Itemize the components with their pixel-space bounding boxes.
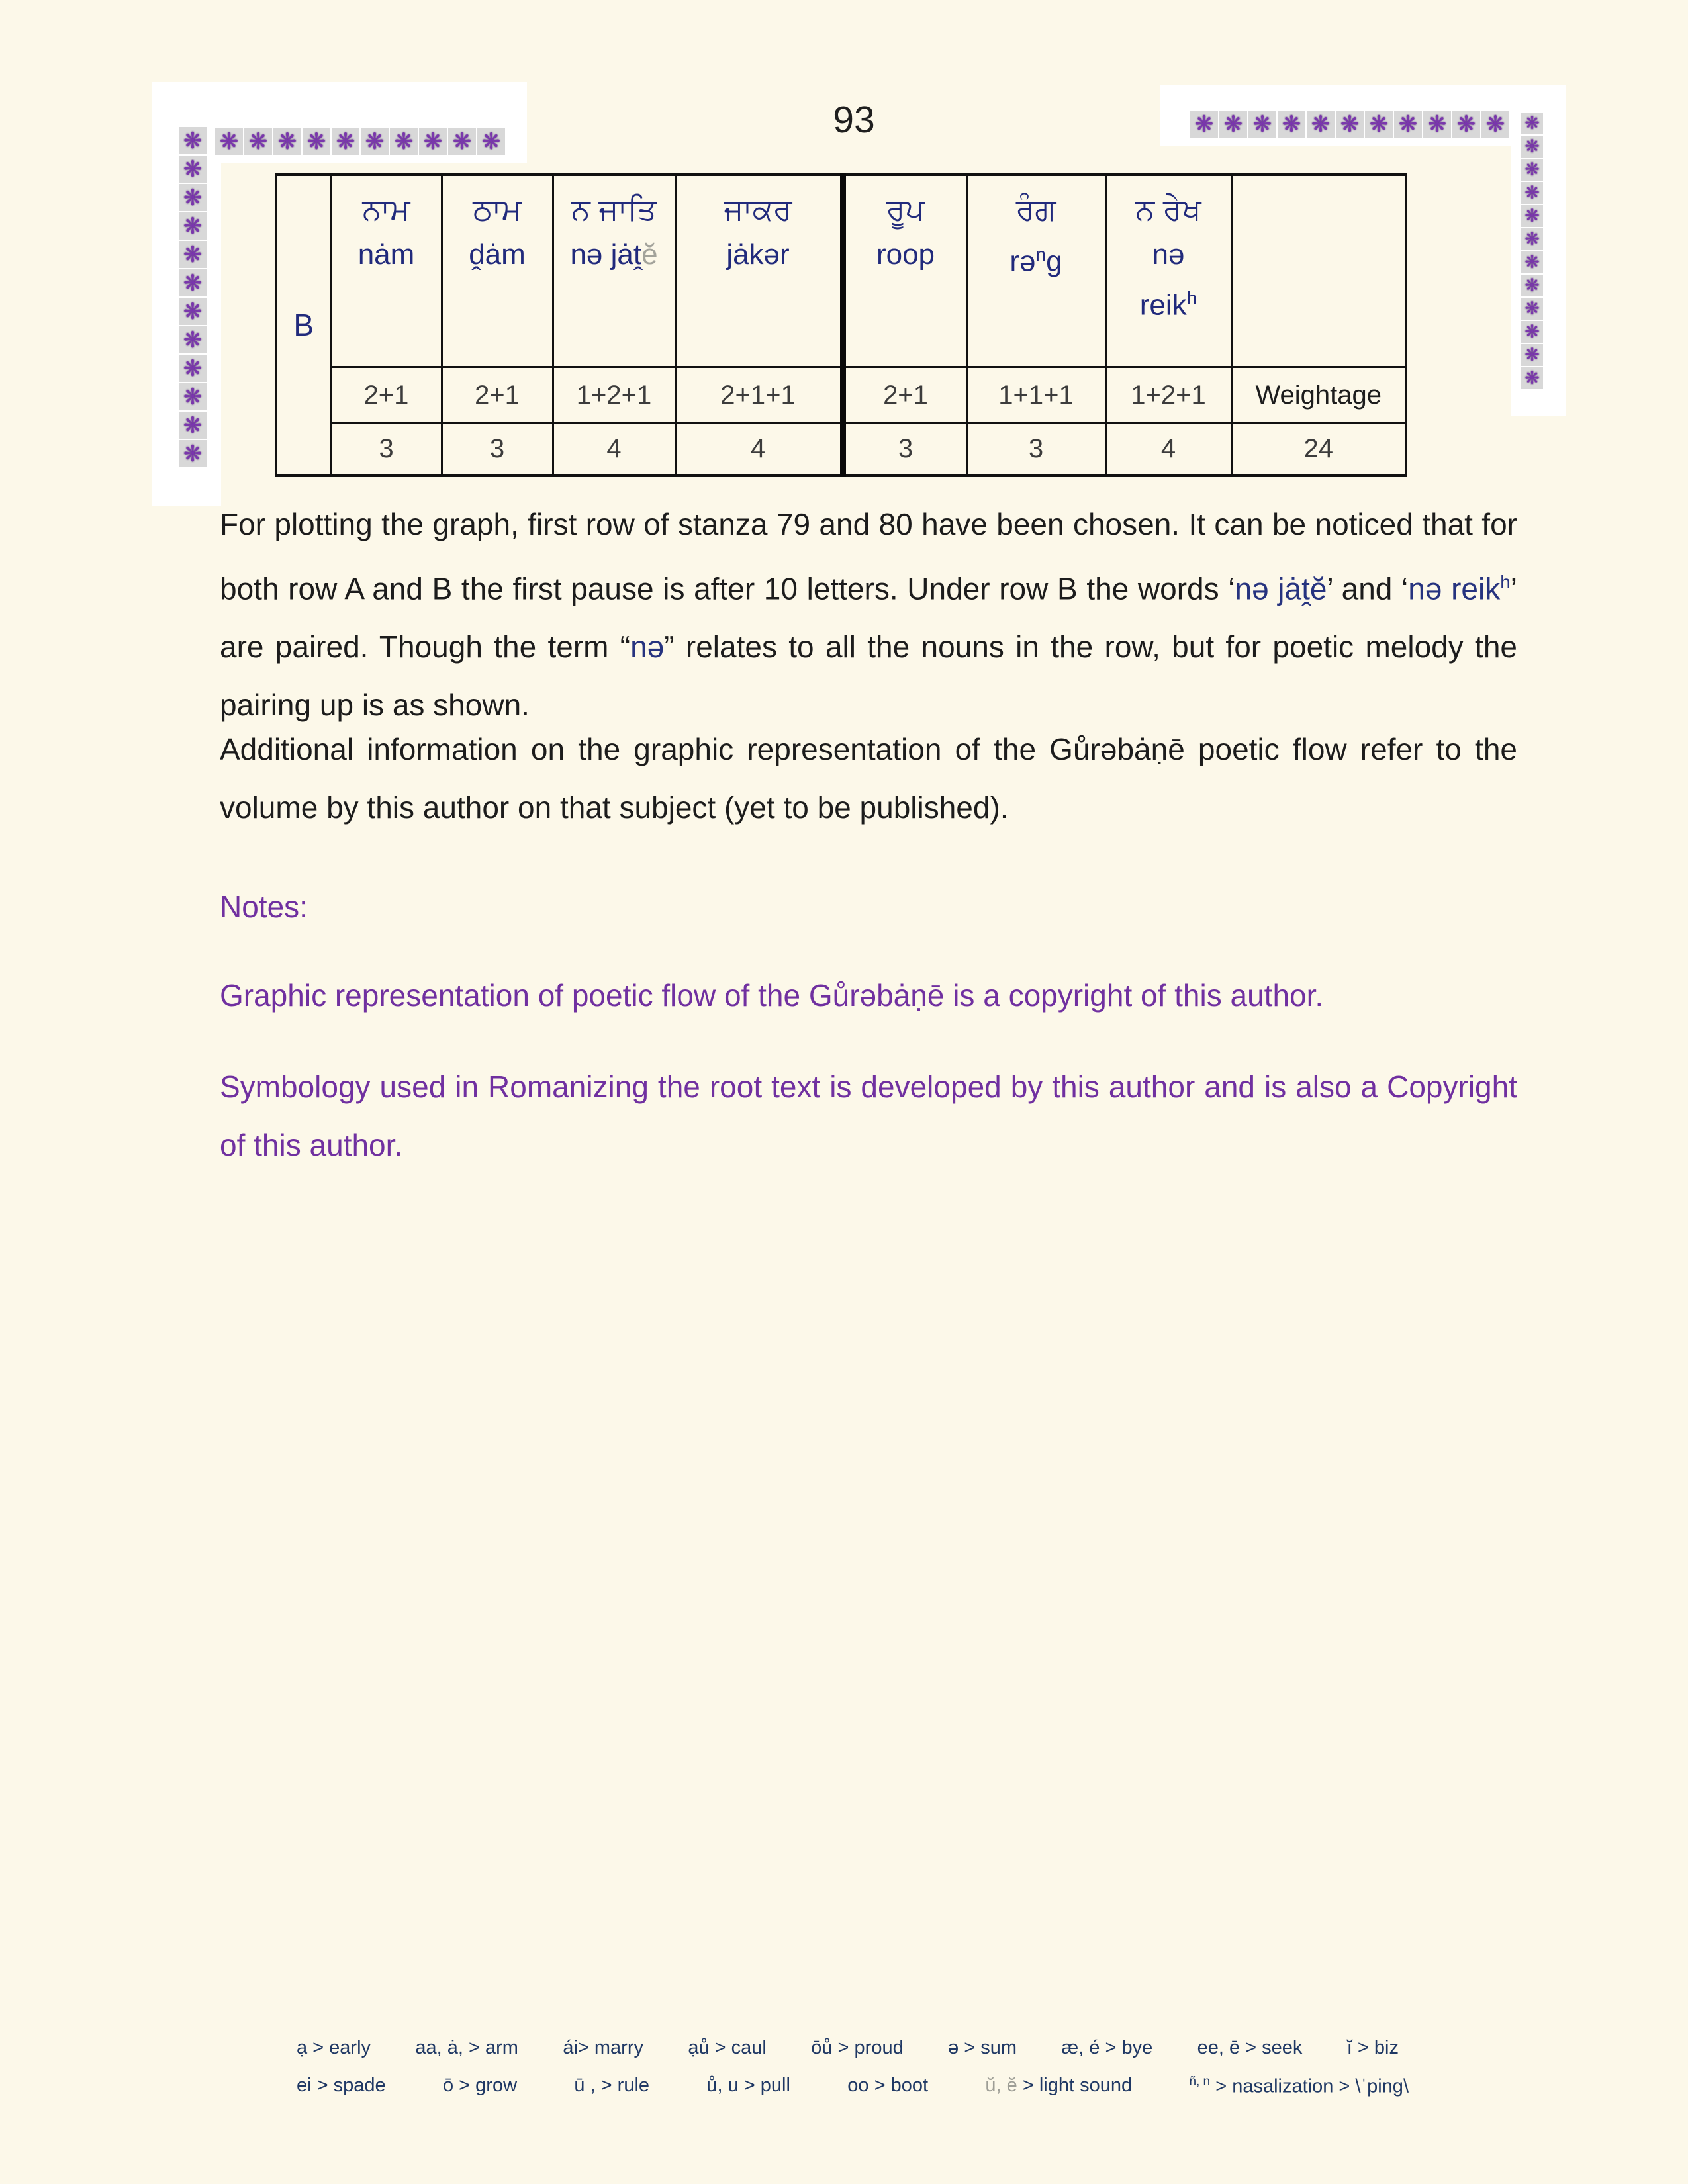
ornament-strip-top-right: [1190, 111, 1509, 138]
count-cell: 3: [331, 424, 442, 476]
flower-icon: ❋: [1521, 205, 1543, 227]
weight-cell: 2+1: [442, 367, 553, 424]
gurmukhi-word: ਜਾਕਰ: [724, 192, 792, 226]
ornament-strip-top-left: [215, 128, 505, 155]
pronunciation-key-row-1: [297, 2037, 1399, 2059]
flower-icon: ❋: [1521, 275, 1543, 296]
header-cell-na-jate: [553, 175, 675, 367]
flower-icon: ❋: [1521, 321, 1543, 343]
flower-icon: ❋: [390, 128, 418, 155]
notes-heading: Notes:: [220, 889, 308, 924]
roman-word: nȧm: [357, 238, 415, 271]
flower-icon: ❋: [1481, 111, 1509, 138]
key-item: ōů > proud: [811, 2037, 904, 2058]
flower-icon: ❋: [179, 241, 207, 268]
flower-icon: ❋: [1423, 111, 1451, 138]
flower-icon: ❋: [179, 212, 207, 240]
header-cell-roop: [843, 175, 966, 367]
flower-icon: ❋: [1521, 159, 1543, 181]
flower-icon: ❋: [244, 128, 272, 155]
flower-icon: ❋: [179, 269, 207, 296]
weightage-total: 24: [1303, 434, 1333, 463]
key-item: æ, é > bye: [1061, 2037, 1153, 2058]
paragraph-copyright-graphic: Graphic representation of poetic flow of the Gůrəbȧṇē is a copyright of this author.: [220, 978, 1324, 1013]
gurmukhi-word: ਨਾਮ: [362, 192, 410, 226]
flower-icon: ❋: [1521, 344, 1543, 366]
paragraph-copyright-symbology: Symbology used in Romanizing the root text is developed by this author and is also a Copyright of this author.: [220, 1069, 1517, 1162]
flower-icon: ❋: [1336, 111, 1364, 138]
roman-word: rə$^n$g: [1009, 244, 1062, 278]
header-cell-jakar: [675, 175, 843, 367]
blue-term: nə reik: [1408, 571, 1501, 606]
flower-icon: ❋: [273, 128, 301, 155]
key-item: ạů > caul: [688, 2037, 767, 2058]
flower-icon: ❋: [361, 128, 389, 155]
key-item: aa, ȧ, > arm: [415, 2037, 518, 2058]
count-cell: 3: [843, 424, 966, 476]
count-cell: 4: [553, 424, 675, 476]
flower-icon: ❋: [1278, 111, 1305, 138]
row-label: B: [293, 308, 314, 342]
flower-icon: ❋: [448, 128, 476, 155]
key-item: ái> marry: [563, 2037, 643, 2058]
flower-icon: ❋: [1248, 111, 1276, 138]
roman-word: ḓȧm: [469, 238, 526, 271]
weightage-table: [275, 173, 1407, 477]
key-item: ů, u > pull: [706, 2075, 790, 2096]
header-cell-empty: [1231, 175, 1406, 367]
flower-icon: ❋: [1190, 111, 1218, 138]
flower-icon: ❋: [1521, 251, 1543, 273]
count-cell: 3: [442, 424, 553, 476]
flower-icon: ❋: [1521, 136, 1543, 158]
gray-letter: ĕ: [641, 238, 658, 271]
flower-icon: ❋: [1452, 111, 1480, 138]
flower-icon: ❋: [1521, 298, 1543, 320]
count-cell: 4: [675, 424, 843, 476]
ornament-strip-right: [1521, 113, 1543, 389]
flower-icon: ❋: [477, 128, 505, 155]
roman-word: reik$^h$: [1139, 288, 1197, 322]
flower-icon: ❋: [332, 128, 359, 155]
header-cell-na-rekh: [1105, 175, 1231, 367]
flower-icon: ❋: [179, 412, 207, 439]
flower-icon: ❋: [1307, 111, 1335, 138]
key-item: ŭ, ĕ > light sound: [985, 2075, 1133, 2096]
gurmukhi-word: ਰੂਪ: [886, 192, 925, 226]
gray-letter: ĕ: [1309, 571, 1327, 606]
flower-icon: ❋: [1394, 111, 1422, 138]
weightage-label: Weightage: [1255, 380, 1382, 410]
roman-word: nə: [1152, 238, 1185, 271]
flower-icon: ❋: [179, 298, 207, 325]
flower-icon: ❋: [1521, 367, 1543, 389]
roman-word: jȧkər: [726, 238, 790, 271]
flower-icon: ❋: [179, 184, 207, 211]
count-cell: 4: [1105, 424, 1231, 476]
key-item: ĭ > biz: [1346, 2037, 1399, 2058]
gurmukhi-word: ਨ ਰੇਖ: [1135, 192, 1201, 226]
gurmukhi-word: ਰੰਗ: [1015, 192, 1056, 226]
key-item: ə > sum: [948, 2037, 1017, 2058]
nasal-superscript: ñ, n: [1189, 2075, 1211, 2089]
paragraph-additional-info: Additional information on the graphic representation of the Gůrəbȧṇē poetic flow refer to the volume by this author on that subject (yet to be published).: [220, 732, 1517, 825]
flower-icon: ❋: [1521, 113, 1543, 134]
gurmukhi-word: ਨ ਜਾਤਿ: [571, 192, 657, 226]
row-label-cell: [276, 175, 331, 475]
flower-icon: ❋: [179, 326, 207, 353]
flower-icon: ❋: [179, 127, 207, 154]
flower-icon: ❋: [1521, 228, 1543, 250]
key-item: oo > boot: [847, 2075, 929, 2096]
count-cell: 3: [966, 424, 1105, 476]
flower-icon: ❋: [179, 383, 207, 410]
header-cell-nam: [331, 175, 442, 367]
weightage-label-cell: [1231, 367, 1406, 424]
gurmukhi-word: ਠਾਮ: [473, 192, 522, 226]
paragraph-plotting: For plotting the graph, first row of stanza 79 and 80 have been chosen. It can be noticed that for both row A and B the first pause is after 10 letters. Under row B the words ‘nə jȧṱĕ’ and ‘nə reik$^h$’ are paired. Though the term “nə” relates to all the nouns in the row, but for poetic melody the pairing up is as shown.: [220, 507, 1518, 723]
weight-cell: 2+1+1: [675, 367, 843, 424]
key-item: ei > spade: [297, 2075, 386, 2096]
key-item: ō > grow: [442, 2075, 518, 2096]
blue-term: nə: [630, 629, 665, 664]
roman-word: roop: [876, 238, 935, 271]
flower-icon: ❋: [179, 156, 207, 183]
flower-icon: ❋: [215, 128, 243, 155]
page-number: 93: [833, 99, 875, 141]
ornament-strip-left: [179, 127, 207, 467]
flower-icon: ❋: [1521, 182, 1543, 204]
flower-icon: ❋: [1219, 111, 1247, 138]
weight-cell: 1+2+1: [553, 367, 675, 424]
weight-cell: 1+2+1: [1105, 367, 1231, 424]
pronunciation-key-row-2: [297, 2075, 1409, 2098]
roman-word: nə jȧṱĕ: [570, 238, 658, 271]
weightage-total-cell: [1231, 424, 1406, 476]
flower-icon: ❋: [179, 355, 207, 382]
key-item: $^{ñ, n}$ > nasalization > \ˈping\: [1189, 2075, 1409, 2097]
flower-icon: ❋: [419, 128, 447, 155]
key-item: ū , > rule: [574, 2075, 650, 2096]
weight-cell: 2+1: [331, 367, 442, 424]
key-item: ee, ē > seek: [1197, 2037, 1303, 2058]
header-cell-rang: [966, 175, 1105, 367]
weight-cell: 1+1+1: [966, 367, 1105, 424]
gray-letters: ŭ, ĕ: [985, 2075, 1017, 2096]
weight-cell: 2+1: [843, 367, 966, 424]
header-cell-dam: [442, 175, 553, 367]
blue-term: nə jȧṱ: [1235, 571, 1310, 606]
flower-icon: ❋: [1365, 111, 1393, 138]
flower-icon: ❋: [303, 128, 330, 155]
key-item: ạ > early: [297, 2037, 371, 2058]
flower-icon: ❋: [179, 440, 207, 467]
